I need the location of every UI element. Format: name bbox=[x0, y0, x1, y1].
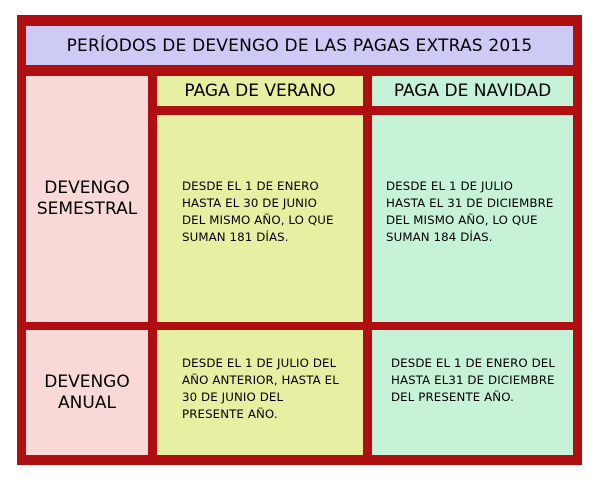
row-header-label: DEVENGO SEMESTRAL bbox=[36, 178, 138, 219]
row-header-anual bbox=[26, 330, 148, 455]
cell-text: DESDE EL 1 DE ENERO DEL HASTA EL31 DE DICIEMBRE DEL PRESENTE AÑO. bbox=[391, 356, 556, 404]
cell-text: DESDE EL 1 DE JULIO HASTA EL 31 DE DICIEMBRE DEL MISMO AÑO, LO QUE SUMAN 184 DÍAS. bbox=[386, 179, 554, 244]
row-header-semestral bbox=[26, 76, 148, 322]
cell-semestral-summer bbox=[157, 115, 363, 322]
column-header-summer-pay: PAGA DE VERANO bbox=[157, 76, 363, 106]
row-header-label: DEVENGO ANUAL bbox=[44, 371, 130, 413]
cell-text: DESDE EL 1 DE JULIO DEL AÑO ANTERIOR, HASTA EL 30 DE JUNIO DEL PRESENTE AÑO. bbox=[182, 356, 339, 421]
cell-anual-summer bbox=[157, 330, 363, 455]
cell-anual-christmas bbox=[372, 330, 573, 455]
table-title: PERÍODOS DE DEVENGO DE LAS PAGAS EXTRAS 2015 bbox=[26, 26, 573, 65]
column-header-christmas-pay: PAGA DE NAVIDAD bbox=[372, 76, 573, 106]
cell-semestral-christmas bbox=[372, 115, 573, 322]
cell-text: DESDE EL 1 DE ENERO HASTA EL 30 DE JUNIO DEL MISMO AÑO, LO QUE SUMAN 181 DÍAS. bbox=[182, 179, 334, 244]
